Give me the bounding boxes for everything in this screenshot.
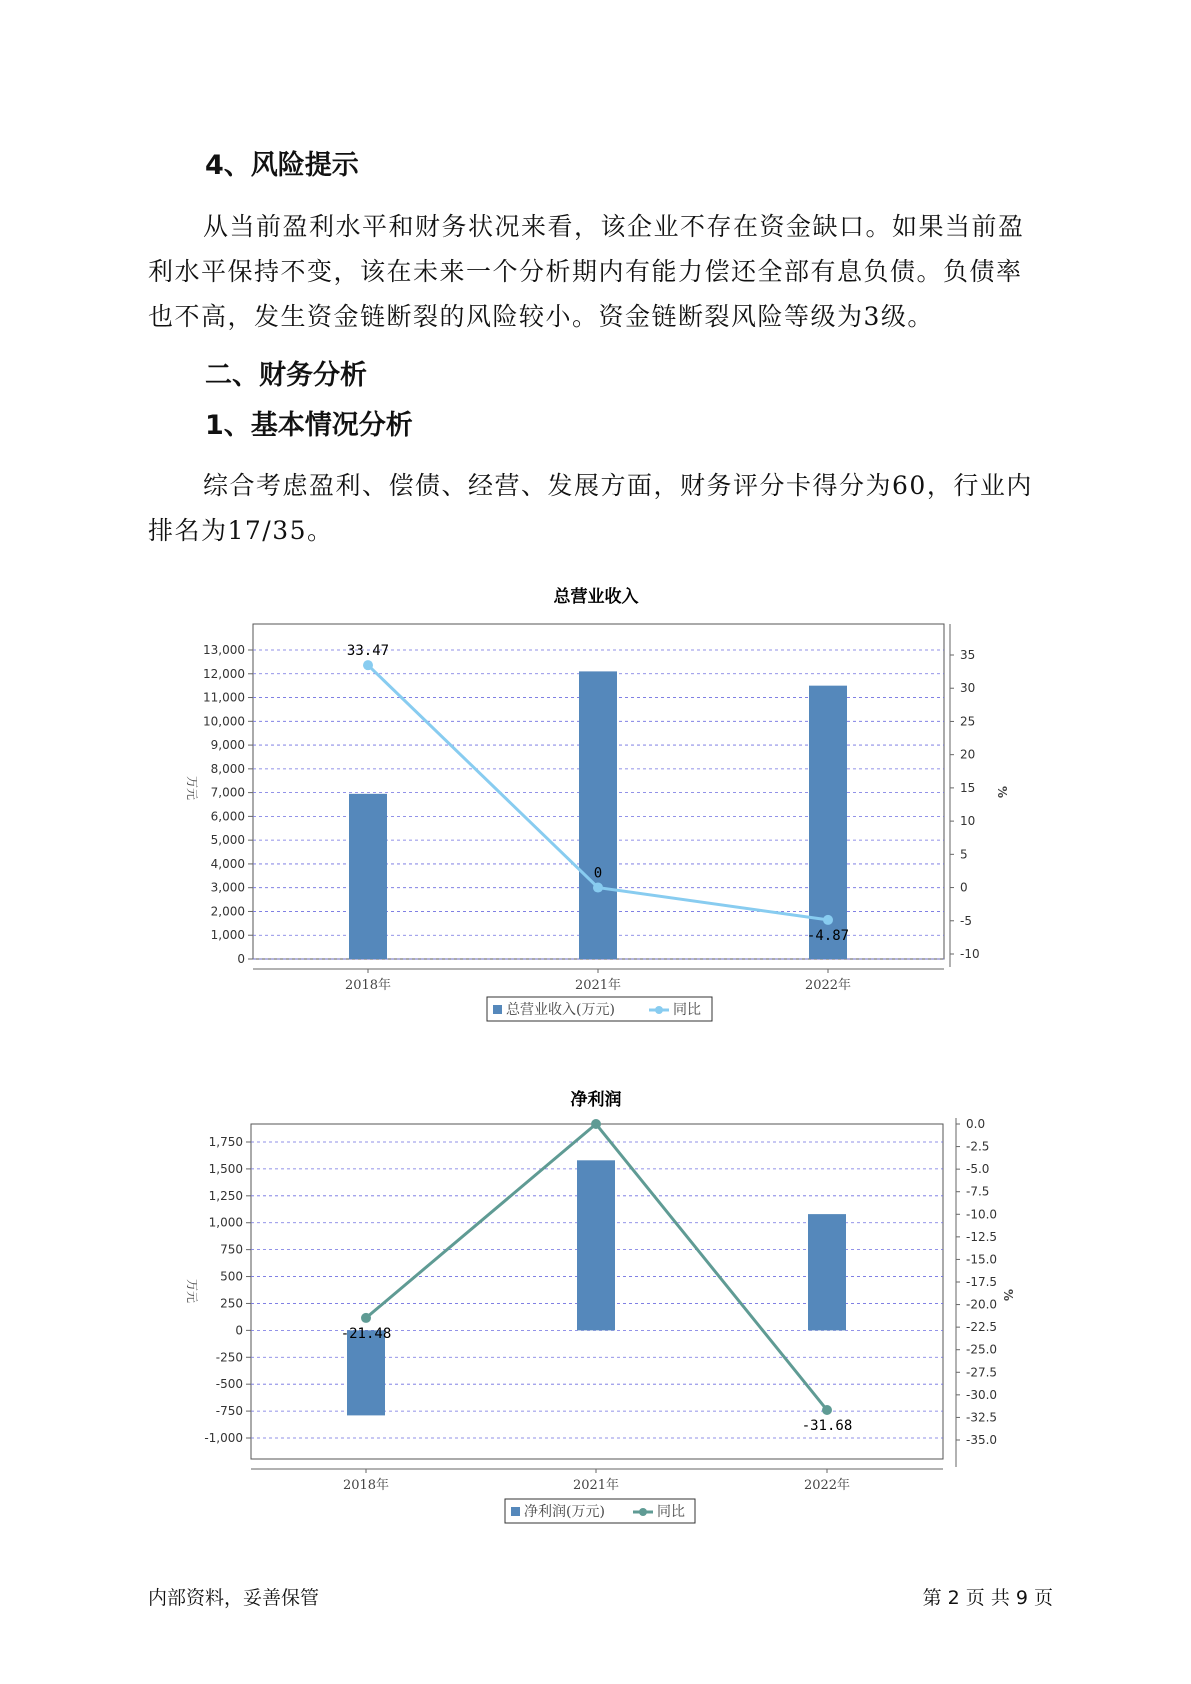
bar-2022年 xyxy=(808,1214,846,1330)
y-tick-label: 1,000 xyxy=(208,1215,243,1230)
y2-tick-label: -2.5 xyxy=(966,1139,990,1154)
net-profit-chart xyxy=(0,1078,1191,1538)
y-tick-label: 11,000 xyxy=(203,690,245,705)
y2-tick-label: 30 xyxy=(960,681,976,696)
bar-2021年 xyxy=(579,671,617,959)
y2-tick-label: 20 xyxy=(960,747,976,762)
y2-tick-label: -15.0 xyxy=(966,1252,998,1267)
y-tick-label: 10,000 xyxy=(203,714,245,729)
y-tick-label: 1,250 xyxy=(208,1188,243,1203)
y2-tick-label: -12.5 xyxy=(966,1229,998,1244)
y2-tick-label: -17.5 xyxy=(966,1275,998,1289)
y-tick-label: 5,000 xyxy=(210,833,245,848)
y-tick-label: 13,000 xyxy=(203,643,245,657)
yoy-data-label: -4.87 xyxy=(806,927,850,944)
yoy-point-2018年 xyxy=(363,660,373,670)
x-tick-label: 2022年 xyxy=(803,1478,851,1493)
x-tick-label: 2021年 xyxy=(574,978,622,993)
y2-tick-label: -22.5 xyxy=(966,1320,998,1335)
y-tick-label: 250 xyxy=(220,1296,243,1311)
y-tick-label: 3,000 xyxy=(210,880,245,895)
net-profit-chart-svg xyxy=(0,1078,1191,1538)
y2-tick-label: 35 xyxy=(960,648,976,662)
y-tick-label: 2,000 xyxy=(210,904,245,919)
legend-bar-swatch xyxy=(493,1005,502,1014)
y-tick-label: -250 xyxy=(215,1350,243,1365)
y-tick-label: 0 xyxy=(235,1323,243,1338)
chart-title: 总营业收入 xyxy=(553,587,639,607)
yoy-data-label: -31.68 xyxy=(801,1418,853,1435)
x-tick-label: 2022年 xyxy=(804,978,852,993)
y2-tick-label: 15 xyxy=(960,780,976,795)
revenue-chart xyxy=(0,578,1191,1038)
legend-line-marker xyxy=(639,1508,647,1516)
y2-tick-label: -20.0 xyxy=(966,1297,998,1312)
y2-tick-label: 25 xyxy=(960,714,976,729)
bar-2021年 xyxy=(577,1160,615,1330)
legend-line-marker xyxy=(655,1006,663,1014)
y2-tick-label: -30.0 xyxy=(966,1387,998,1402)
y-tick-label: 750 xyxy=(220,1242,243,1257)
y2-tick-label: -5.0 xyxy=(966,1162,990,1177)
legend-bar-label: 总营业收入(万元) xyxy=(506,1002,615,1018)
y-tick-label: -500 xyxy=(215,1377,243,1392)
yoy-data-label: -21.48 xyxy=(340,1325,392,1342)
yoy-point-2021年 xyxy=(593,883,603,893)
risk-heading: 4、风险提示 xyxy=(205,150,359,181)
x-tick-label: 2021年 xyxy=(572,1478,620,1493)
y-axis-label: 万元 xyxy=(185,1278,199,1304)
y2-tick-label: -25.0 xyxy=(966,1342,998,1357)
legend-line-label: 同比 xyxy=(657,1504,685,1520)
y-tick-label: 1,500 xyxy=(208,1161,243,1176)
y2-tick-label: 5 xyxy=(960,847,968,862)
risk-paragraph: 从当前盈利水平和财务状况来看，该企业不存在资金缺口。如果当前盈利水平保持不变，该在未来一个分析期内有能力偿还全部有息负债。负债率也不高，发生资金链断裂的风险较小。资金链断裂风险等级为3级。 xyxy=(148,212,1025,331)
y2-tick-label: -10.0 xyxy=(966,1207,998,1222)
y2-tick-label: -27.5 xyxy=(966,1365,998,1380)
y2-tick-label: 10 xyxy=(960,814,976,829)
x-tick-label: 2018年 xyxy=(344,978,392,993)
y-tick-label: 9,000 xyxy=(210,738,245,753)
yoy-point-2018年 xyxy=(361,1313,371,1323)
y2-axis-label: % xyxy=(995,785,1009,799)
y-axis-label: 万元 xyxy=(185,775,199,801)
basic-heading: 1、基本情况分析 xyxy=(205,410,413,441)
legend-bar-swatch xyxy=(511,1507,520,1516)
bar-2018年 xyxy=(347,1330,385,1415)
y-tick-label: 500 xyxy=(220,1269,243,1284)
y2-tick-label: -10 xyxy=(960,947,980,961)
legend-line-label: 同比 xyxy=(673,1002,701,1018)
finance-heading: 二、财务分析 xyxy=(205,360,367,391)
y2-tick-label: 0.0 xyxy=(966,1117,986,1131)
revenue-chart-svg xyxy=(0,578,1191,1038)
y-tick-label: 6,000 xyxy=(210,809,245,824)
y-tick-label: 12,000 xyxy=(203,666,245,681)
y-tick-label: 0 xyxy=(237,952,245,966)
basic-paragraph: 综合考虑盈利、偿债、经营、发展方面，财务评分卡得分为60，行业内排名为17/35。 xyxy=(148,471,1033,545)
y2-axis-label: % xyxy=(1001,1288,1015,1302)
y-tick-label: 1,000 xyxy=(210,928,245,943)
y2-tick-label: 0 xyxy=(960,880,968,895)
y2-tick-label: -7.5 xyxy=(966,1184,990,1199)
y2-tick-label: -5 xyxy=(960,913,972,928)
yoy-data-label: 0 xyxy=(593,865,603,882)
y-tick-label: 4,000 xyxy=(210,856,245,871)
y-tick-label: 1,750 xyxy=(208,1135,243,1149)
legend-bar-label: 净利润(万元) xyxy=(524,1504,605,1520)
footer-page-number: 第 2 页 共 9 页 xyxy=(922,1587,1053,1609)
chart-title: 净利润 xyxy=(570,1090,622,1110)
y-tick-label: 7,000 xyxy=(210,785,245,800)
y-tick-label: 8,000 xyxy=(210,761,245,776)
yoy-point-2022年 xyxy=(822,1405,832,1415)
yoy-data-label: 33.47 xyxy=(346,643,390,660)
x-tick-label: 2018年 xyxy=(342,1478,390,1493)
yoy-point-2022年 xyxy=(823,915,833,925)
y-tick-label: -750 xyxy=(215,1404,243,1419)
y2-tick-label: -32.5 xyxy=(966,1410,998,1425)
footer-note: 内部资料，妥善保管 xyxy=(148,1587,320,1609)
y2-tick-label: -35.0 xyxy=(966,1433,998,1447)
bar-2018年 xyxy=(349,794,387,959)
y-tick-label: -1,000 xyxy=(204,1431,243,1445)
yoy-point-2021年 xyxy=(591,1119,601,1129)
